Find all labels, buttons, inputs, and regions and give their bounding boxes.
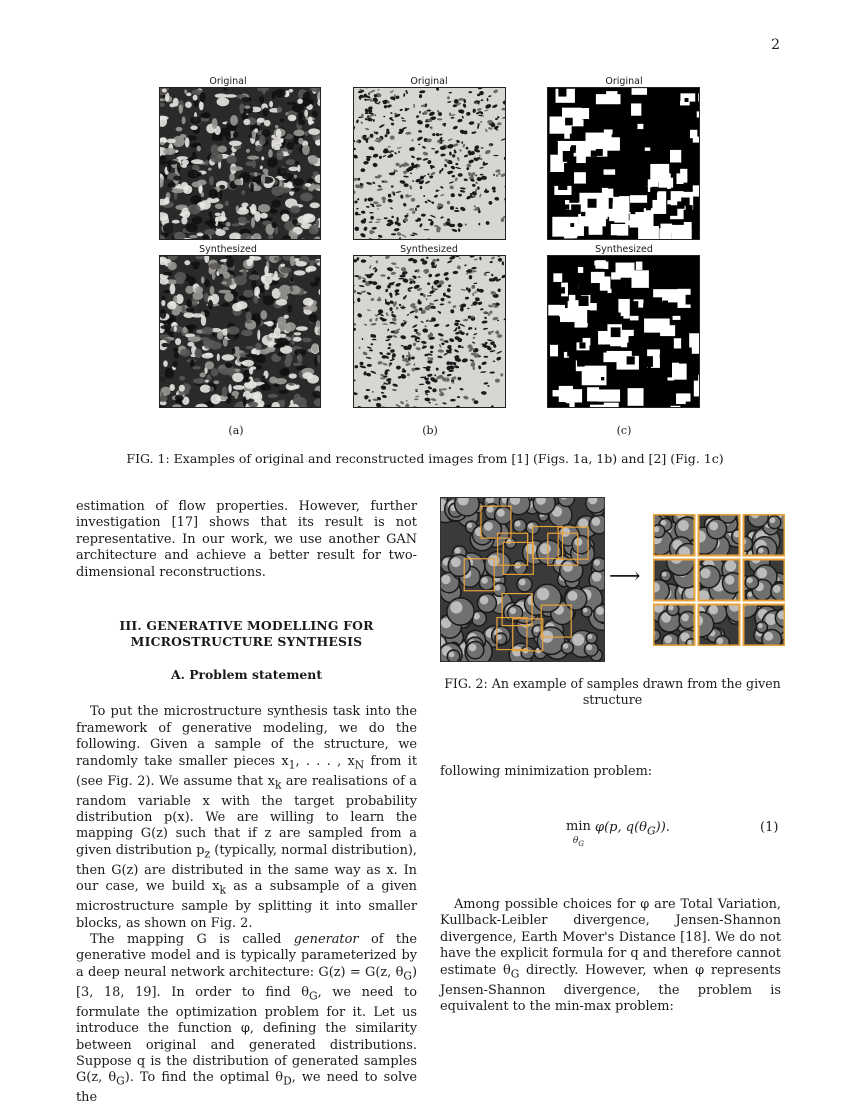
fig1c-original-label: Original xyxy=(544,76,704,87)
grain-structure-image xyxy=(441,498,605,662)
sample-tiles xyxy=(653,514,785,646)
fig1c-synthesized-image xyxy=(547,255,700,408)
figure-2-caption-line-1: FIG. 2: An example of samples drawn from the given xyxy=(440,676,785,692)
granite-texture-synthesized xyxy=(160,256,321,408)
section-heading-line-1: III. GENERATIVE MODELLING FOR xyxy=(76,618,417,634)
subsection-heading: A. Problem statement xyxy=(76,667,417,683)
speckle-texture-synthesized xyxy=(354,256,506,408)
problem-statement-paragraph-1: To put the microstructure synthesis task into the framework of generative modeling, we do the following. Given a sample of the structure, we randomly take smaller pieces $x_1$, . . . , $x_N$ from it (see Fig. 2). We assume that $x_k$ are realisations of a random variable x with the target probability distribution p(x). We are willing to learn the mapping G(z) such that if z are sampled from a given distribution $p_z$ (typically, normal distribution), then G(z) are distributed in the same way as x. In our case, we build $x_k$ as a subsample of a given microstructure sample by splitting it into smaller blocks, as shown on Fig. 2. xyxy=(76,704,417,932)
figure-1 xyxy=(0,0,850,470)
intro-paragraph: estimation of flow properties. However, further investigation [17] shows that its result is not representative. In our work, we use another GAN architecture and achieve a better result for two-dimensional reconstructions. xyxy=(76,499,417,581)
figure-2-caption-line-2: structure xyxy=(440,692,785,708)
figure-1-caption: FIG. 1: Examples of original and reconstructed images from [1] (Figs. 1a, 1b) and [2] (Fig. 1c) xyxy=(0,451,850,466)
fig1c-original-image xyxy=(547,87,700,240)
right-column-lead-in: following minimization problem: xyxy=(440,764,781,780)
fig1b-synthesized-image xyxy=(353,255,506,408)
left-column xyxy=(76,499,417,1107)
fig1a-synthesized-image xyxy=(159,255,321,408)
binary-texture-synthesized xyxy=(548,256,700,408)
fig1a-original-image xyxy=(159,87,321,240)
section-heading xyxy=(76,618,417,650)
fig1a-synthesized-label: Synthesized xyxy=(148,244,308,255)
figure-2-sample-grid xyxy=(653,514,785,646)
fig1c-synthesized-label: Synthesized xyxy=(544,244,704,255)
section-heading-line-2: MICROSTRUCTURE SYNTHESIS xyxy=(76,634,417,650)
equation-body: φ(p, $q(\theta_G)$) xyxy=(595,820,666,835)
fig1b-original-image xyxy=(353,87,506,240)
problem-statement-paragraph-2: The mapping G is called generator of the generative model and is typically parameterized by a deep neural network architecture: G(z) = G(z, $\theta_G$) [3, 18, 19]. In order to find $\theta_G$, we need to formulate the optimization problem for it. Let us introduce the function φ, defining the similarity between original and generated distributions. Suppose q is the distribution of generated samples G(z, $\theta_G$). To find the optimal $\theta_D$, we need to solve the xyxy=(76,932,417,1107)
speckle-texture-original xyxy=(354,88,506,240)
fig1a-original-label: Original xyxy=(148,76,308,87)
figure-2-caption xyxy=(440,676,785,708)
equation-1: min $\theta_G$ φ(p, $q(\theta_G)$). xyxy=(566,820,670,851)
arrow-icon: ⟶ xyxy=(609,566,641,588)
binary-texture-original xyxy=(548,88,700,240)
right-column-paragraph: Among possible choices for φ are Total Variation, Kullback-Leibler divergence, Jensen-Shannon divergence, Earth Mover's Distance [18]. We do not have the explicit formula for q and therefore cannot estimate $\theta_G$ directly. However, when φ represents Jensen-Shannon divergence, the problem is equivalent to the min-max problem: xyxy=(440,897,781,1015)
fig1b-sublabel: (b) xyxy=(410,424,450,437)
fig1a-sublabel: (a) xyxy=(216,424,256,437)
equation-min: min xyxy=(566,819,591,834)
fig1b-original-label: Original xyxy=(349,76,509,87)
fig1b-synthesized-label: Synthesized xyxy=(349,244,509,255)
figure-2-source-image xyxy=(440,497,605,662)
equation-subscript: $\theta_G$ xyxy=(573,836,584,846)
equation-number: (1) xyxy=(760,820,778,835)
fig1c-sublabel: (c) xyxy=(604,424,644,437)
granite-texture-original xyxy=(160,88,321,240)
page-number: 2 xyxy=(771,37,780,53)
